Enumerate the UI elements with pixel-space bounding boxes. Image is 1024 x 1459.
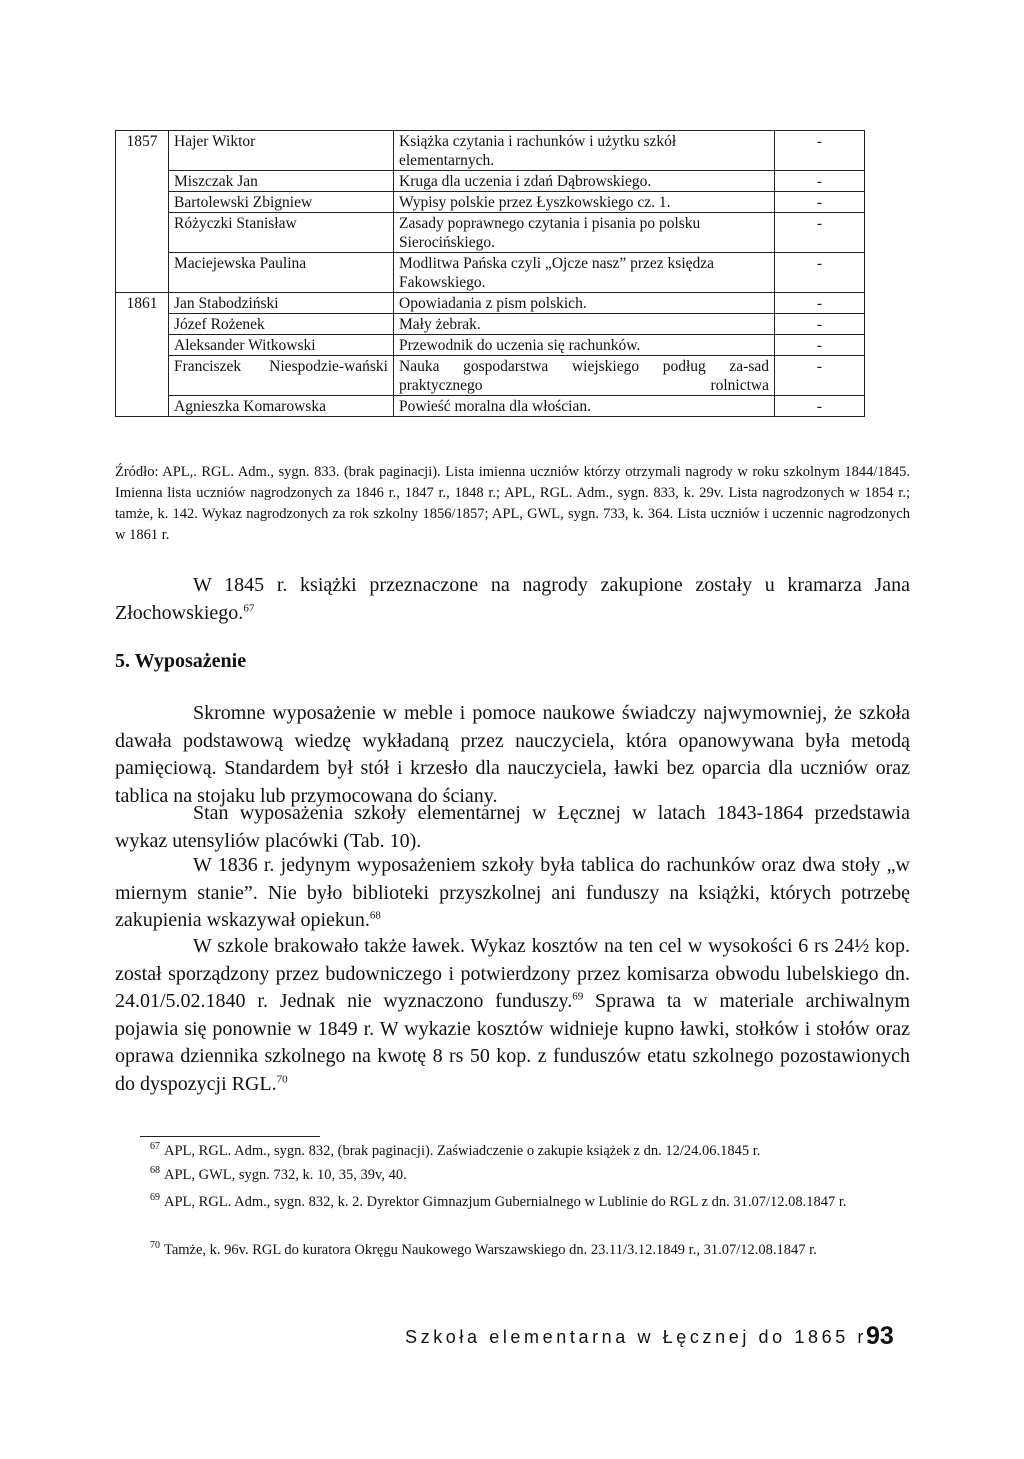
- name-cell: Agnieszka Komarowska: [169, 396, 394, 417]
- intro-text: W 1845 r. książki przeznaczone na nagrody zakupione zostały u kramarza Jana Złochowskiego.: [115, 574, 910, 624]
- book-cell: Książka czytania i rachunków i użytku szkół elementarnych.: [394, 131, 775, 171]
- note-cell: -: [775, 171, 865, 192]
- note-cell: -: [775, 335, 865, 356]
- year-cell: [116, 314, 169, 335]
- note-cell: -: [775, 213, 865, 253]
- note-cell: -: [775, 396, 865, 417]
- note-cell: -: [775, 192, 865, 213]
- book-cell: Opowiadania z pism polskich.: [394, 293, 775, 314]
- paragraph-text: Skromne wyposażenie w meble i pomoce naukowe świadczy najwymowniej, że szkoła dawała podstawową wiedzę wykładaną przez nauczyciela, która opanowywana była metodą pamięciową. Standardem był stół i krzesło dla nauczyciela, ławki bez oparcia dla uczniów oraz tablica na stojaku lub przymocowana do ściany.: [115, 702, 910, 807]
- paragraph-text: W 1836 r. jedynym wyposażeniem szkoły była tablica do rachunków oraz dwa stoły „w miernym stanie”. Nie było biblioteki przyszkolnej ani funduszy na książki, których potrzebę zakupienia wskazywał opiekun.: [115, 854, 910, 931]
- year-cell: 1861: [116, 293, 169, 314]
- intro-paragraph: [115, 572, 910, 627]
- note-cell: -: [775, 253, 865, 293]
- footnote-text: APL, RGL. Adm., sygn. 832, (brak paginacji). Zaświadczenie o zakupie książek z dn. 12/24.06.1845 r.: [164, 1143, 761, 1159]
- note-cell: -: [775, 131, 865, 171]
- body-paragraph: [115, 933, 910, 1098]
- paragraph-text-continued: Sprawa ta w materiale archiwalnym pojawia się ponownie w 1849 r. W wykazie kosztów widnieje kupno ławki, stołków i stołów oraz oprawa dziennika szkolnego na kwotę 8 rs 50 kop. z funduszów etatu szkolnego pozostawionych do dyspozycji RGL.: [115, 990, 910, 1095]
- table-row: [116, 396, 865, 417]
- paragraph-text: Stan wyposażenia szkoły elementarnej w Łęcznej w latach 1843-1864 przedstawia wykaz utensyliów placówki (Tab. 10).: [115, 802, 910, 852]
- name-cell: Bartolewski Zbigniew: [169, 192, 394, 213]
- source-note: Źródło: APL,. RGL. Adm., sygn. 833. (brak paginacji). Lista imienna uczniów którzy otrzymali nagrody w roku szkolnym 1844/1845. Imienna lista uczniów nagrodzonych za 1846 r., 1847 r., 1848 r.; APL, RGL. Adm., sygn. 833, k. 29v. Lista nagrodzonych w 1854 r.; tamże, k. 142. Wykaz nagrodzonych za rok szkolny 1856/1857; APL, GWL, sygn. 733, k. 364. Lista uczniów i uczennic nagrodzonych w 1861 r.: [115, 464, 910, 543]
- footnote: [115, 1164, 910, 1186]
- body-paragraph: [115, 800, 910, 855]
- body-paragraph: [115, 852, 910, 935]
- book-cell: Nauka gospodarstwa wiejskiego podług za-sad praktycznego rolnictwa: [394, 356, 775, 396]
- footnote-ref: 70: [276, 1072, 288, 1085]
- year-cell: [116, 396, 169, 417]
- footnote: [115, 1140, 910, 1162]
- name-cell: Maciejewska Paulina: [169, 253, 394, 293]
- book-cell: Powieść moralna dla włościan.: [394, 396, 775, 417]
- year-cell: [116, 335, 169, 356]
- table-row: [116, 192, 865, 213]
- footnote-number: 68: [150, 1165, 160, 1177]
- page-number: 93: [866, 1322, 894, 1350]
- book-cell: Przewodnik do uczenia się rachunków.: [394, 335, 775, 356]
- year-cell: [116, 192, 169, 213]
- table-row: [116, 213, 865, 253]
- footnote: [115, 1239, 910, 1261]
- footnote-number: 70: [150, 1240, 160, 1252]
- footnote-text: Tamże, k. 96v. RGL do kuratora Okręgu Naukowego Warszawskiego dn. 23.11/3.12.1849 r., 31.07/12.08.1847 r.: [164, 1242, 817, 1258]
- note-cell: -: [775, 314, 865, 335]
- book-cell: Wypisy polskie przez Łyszkowskiego cz. 1.: [394, 192, 775, 213]
- running-title: Szkoła elementarna w Łęcznej do 1865 r.: [405, 1327, 875, 1347]
- year-cell: [116, 253, 169, 293]
- footnote-text: APL, GWL, sygn. 732, k. 10, 35, 39v, 40.: [164, 1167, 407, 1183]
- note-cell: -: [775, 293, 865, 314]
- table-row: [116, 253, 865, 293]
- footnote-ref: 67: [243, 601, 255, 614]
- table-row: [116, 171, 865, 192]
- book-cell: Zasady poprawnego czytania i pisania po polsku Sierocińskiego.: [394, 213, 775, 253]
- footnote-number: 67: [150, 1141, 160, 1153]
- footnote-separator: [140, 1136, 320, 1137]
- book-cell: Mały żebrak.: [394, 314, 775, 335]
- name-cell: Miszczak Jan: [169, 171, 394, 192]
- table-row: [116, 293, 865, 314]
- name-cell: Jan Stabodziński: [169, 293, 394, 314]
- table-row: [116, 314, 865, 335]
- table-row: [116, 356, 865, 396]
- footnote-text: APL, RGL. Adm., sygn. 832, k. 2. Dyrektor Gimnazjum Gubernialnego w Lublinie do RGL z dn. 31.07/12.08.1847 r.: [164, 1194, 847, 1210]
- book-cell: Modlitwa Pańska czyli „Ojcze nasz” przez księdza Fakowskiego.: [394, 253, 775, 293]
- footnote-ref: 68: [369, 909, 381, 922]
- awards-table: [115, 130, 865, 417]
- year-cell: [116, 171, 169, 192]
- year-cell: 1857: [116, 131, 169, 171]
- footnote-number: 69: [150, 1192, 160, 1204]
- table-row: [116, 335, 865, 356]
- name-cell: Aleksander Witkowski: [169, 335, 394, 356]
- year-cell: [116, 213, 169, 253]
- name-cell: Józef Rożenek: [169, 314, 394, 335]
- footnote-ref: 69: [572, 990, 584, 1003]
- footnote: [115, 1191, 910, 1213]
- section-title: 5. Wyposażenie: [115, 650, 247, 672]
- paragraph-text: W szkole brakowało także ławek. Wykaz kosztów na ten cel w wysokości 6 rs 24½ kop. został sporządzony przez budowniczego i potwierdzony przez komisarza obwodu lubelskiego dn. 24.01/5.02.1840 r. Jednak nie wyznaczono funduszy.: [115, 935, 910, 1012]
- note-cell: -: [775, 356, 865, 396]
- name-cell: Franciszek Niespodzie-wański: [169, 356, 394, 396]
- name-cell: Hajer Wiktor: [169, 131, 394, 171]
- body-paragraph: [115, 700, 910, 810]
- name-cell: Różyczki Stanisław: [169, 213, 394, 253]
- table-row: [116, 131, 865, 171]
- book-cell: Kruga dla uczenia i zdań Dąbrowskiego.: [394, 171, 775, 192]
- year-cell: [116, 356, 169, 396]
